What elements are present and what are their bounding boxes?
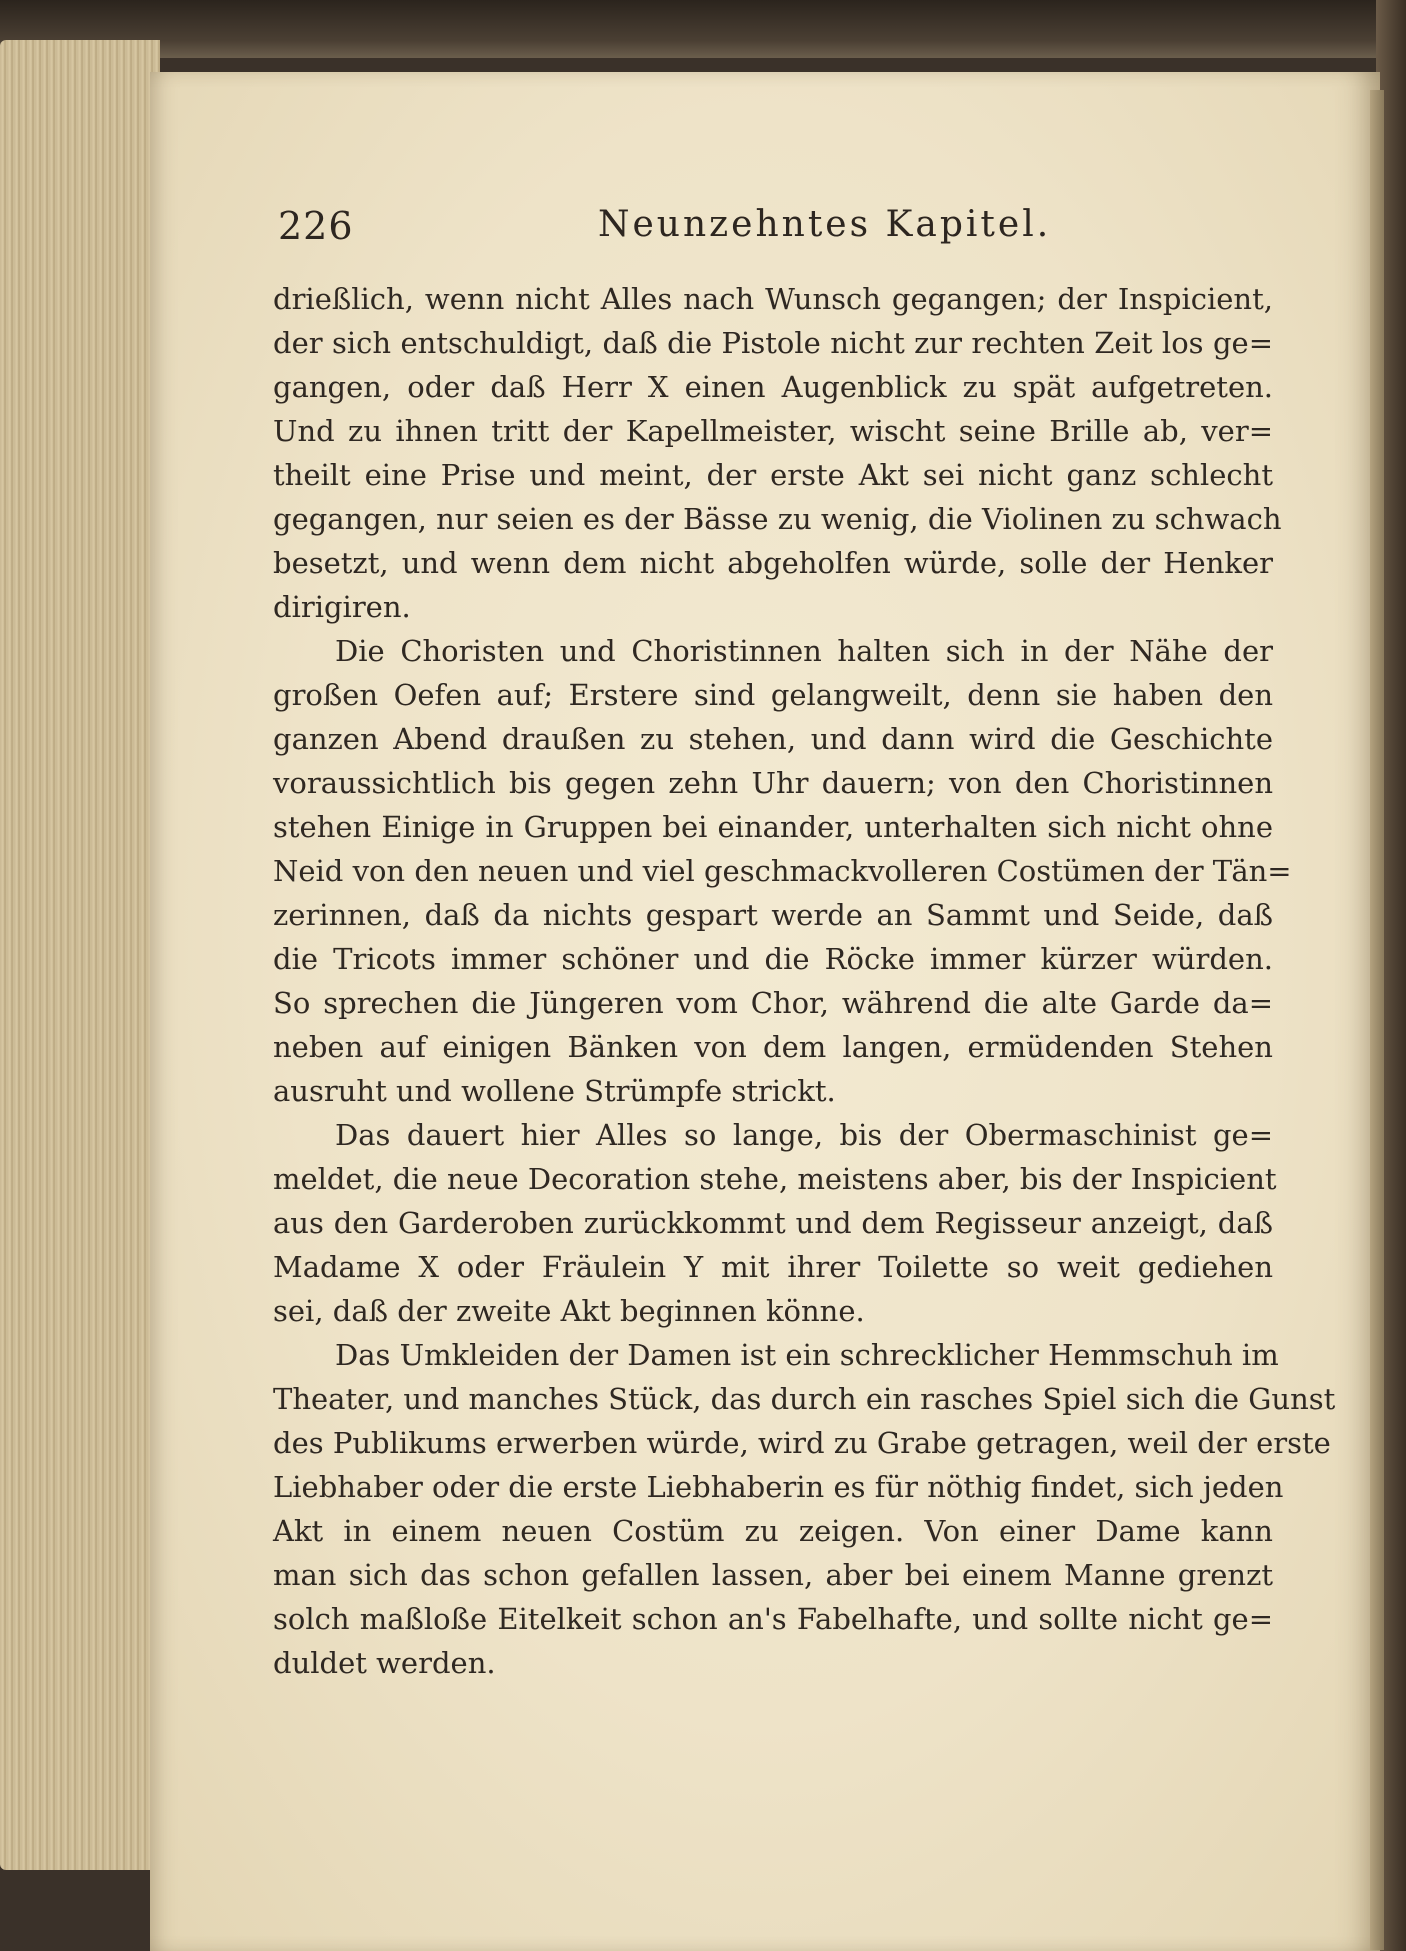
paragraph [273,1113,1277,1333]
text-line: der sich entschuldigt, daß die Pistole nicht zur rechten Zeit los ge= [273,326,1273,360]
text-line: Das Umkleiden der Damen ist ein schrecklicher Hemmschuh im [335,1338,1279,1372]
text-line: Liebhaber oder die erste Liebhaberin es für nöthig findet, sich jeden [273,1470,1284,1504]
text-line: stehen Einige in Gruppen bei einander, unterhalten sich nicht ohne [273,810,1273,844]
text-line: Akt in einem neuen Costüm zu zeigen. Von einer Dame kann [273,1514,1273,1548]
body-text [273,277,1336,1685]
text-line: man sich das schon gefallen lassen, aber bei einem Manne grenzt [273,1558,1273,1592]
text-line: solch maßloße Eitelkeit schon an's Fabelhafte, und sollte nicht ge= [273,1602,1273,1636]
text-line: Und zu ihnen tritt der Kapellmeister, wischt seine Brille ab, ver= [273,414,1273,448]
text-line: neben auf einigen Bänken von dem langen, ermüdenden Stehen [273,1030,1273,1064]
paragraph [273,1333,1336,1685]
running-head [278,204,1298,264]
text-line: duldet werden. [273,1646,496,1680]
text-line: die Tricots immer schöner und die Röcke immer kürzer würden. [273,942,1273,976]
text-line: zerinnen, daß da nichts gespart werde an Sammt und Seide, daß [273,898,1273,932]
page-number: 226 [278,204,354,248]
text-line: des Publikums erwerben würde, wird zu Grabe getragen, weil der erste [273,1426,1331,1460]
text-line: sei, daß der zweite Akt beginnen könne. [273,1294,865,1328]
text-line: besetzt, und wenn dem nicht abgeholfen würde, solle der Henker [273,546,1273,580]
paragraph [273,277,1282,629]
text-line: So sprechen die Jüngeren vom Chor, während die alte Garde da= [273,986,1273,1020]
chapter-title: Neunzehntes Kapitel. [598,204,1052,245]
page-stack-edge [0,40,160,1870]
text-line: großen Oefen auf; Erstere sind gelangweilt, denn sie haben den [273,678,1273,712]
text-line: gegangen, nur seien es der Bässe zu wenig, die Violinen zu schwach [273,502,1282,536]
book-cover-top [0,0,1406,58]
text-line: theilt eine Prise und meint, der erste Akt sei nicht ganz schlecht [273,458,1273,492]
text-line: Theater, und manches Stück, das durch ein rasches Spiel sich die Gunst [273,1382,1336,1416]
text-line: Neid von den neuen und viel geschmackvolleren Costümen der Tän= [273,854,1292,888]
text-line: ausruht und wollene Strümpfe strickt. [273,1074,836,1108]
gutter-page-edge [1370,90,1384,1950]
text-line: dirigiren. [273,590,411,624]
text-line: Das dauert hier Alles so lange, bis der Obermaschinist ge= [335,1118,1273,1152]
book-page [150,72,1380,1951]
text-line: gangen, oder daß Herr X einen Augenblick zu spät aufgetreten. [273,370,1273,404]
paragraph [273,629,1292,1113]
text-line: ganzen Abend draußen zu stehen, und dann wird die Geschichte [273,722,1273,756]
text-line: Die Choristen und Choristinnen halten sich in der Nähe der [335,634,1273,668]
text-line: aus den Garderoben zurückkommt und dem Regisseur anzeigt, daß [273,1206,1273,1240]
text-line: voraussichtlich bis gegen zehn Uhr dauern; von den Choristinnen [273,766,1273,800]
text-line: drießlich, wenn nicht Alles nach Wunsch gegangen; der Inspicient, [273,282,1273,316]
text-line: meldet, die neue Decoration stehe, meistens aber, bis der Inspicient [273,1162,1277,1196]
text-line: Madame X oder Fräulein Y mit ihrer Toilette so weit gediehen [273,1250,1273,1284]
